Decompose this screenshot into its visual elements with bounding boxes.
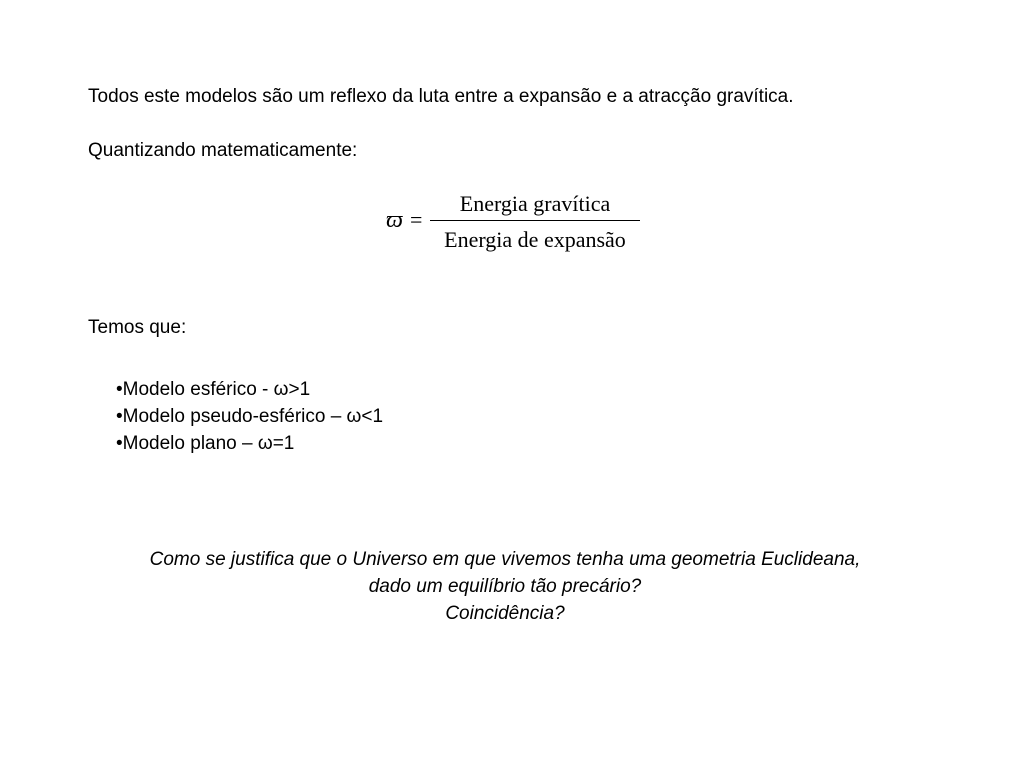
question-line-3: Coincidência? xyxy=(445,603,565,624)
model-list xyxy=(116,376,383,457)
formula-equals: = xyxy=(410,207,423,232)
omega-formula xyxy=(386,190,646,254)
list-item: •Modelo esférico - ω>1 xyxy=(116,379,311,400)
list-item: •Modelo plano – ω=1 xyxy=(116,433,295,454)
formula-numerator: Energia gravítica xyxy=(459,191,611,216)
formula-denominator: Energia de expansão xyxy=(444,227,626,252)
temos-label: Temos que: xyxy=(88,317,187,338)
question-line-2: dado um equilíbrio tão precário? xyxy=(368,576,642,597)
list-item: •Modelo pseudo-esférico – ω<1 xyxy=(116,406,384,427)
closing-question xyxy=(0,546,1010,627)
fraction-bar xyxy=(430,220,640,221)
intro-text: Todos este modelos são um reflexo da luta entre a expansão e a atracção gravítica. xyxy=(88,86,794,107)
quantify-label: Quantizando matematicamente: xyxy=(88,140,358,161)
formula-symbol: ϖ xyxy=(386,207,403,233)
question-line-1: Como se justifica que o Universo em que vivemos tenha uma geometria Euclideana, xyxy=(149,549,861,570)
